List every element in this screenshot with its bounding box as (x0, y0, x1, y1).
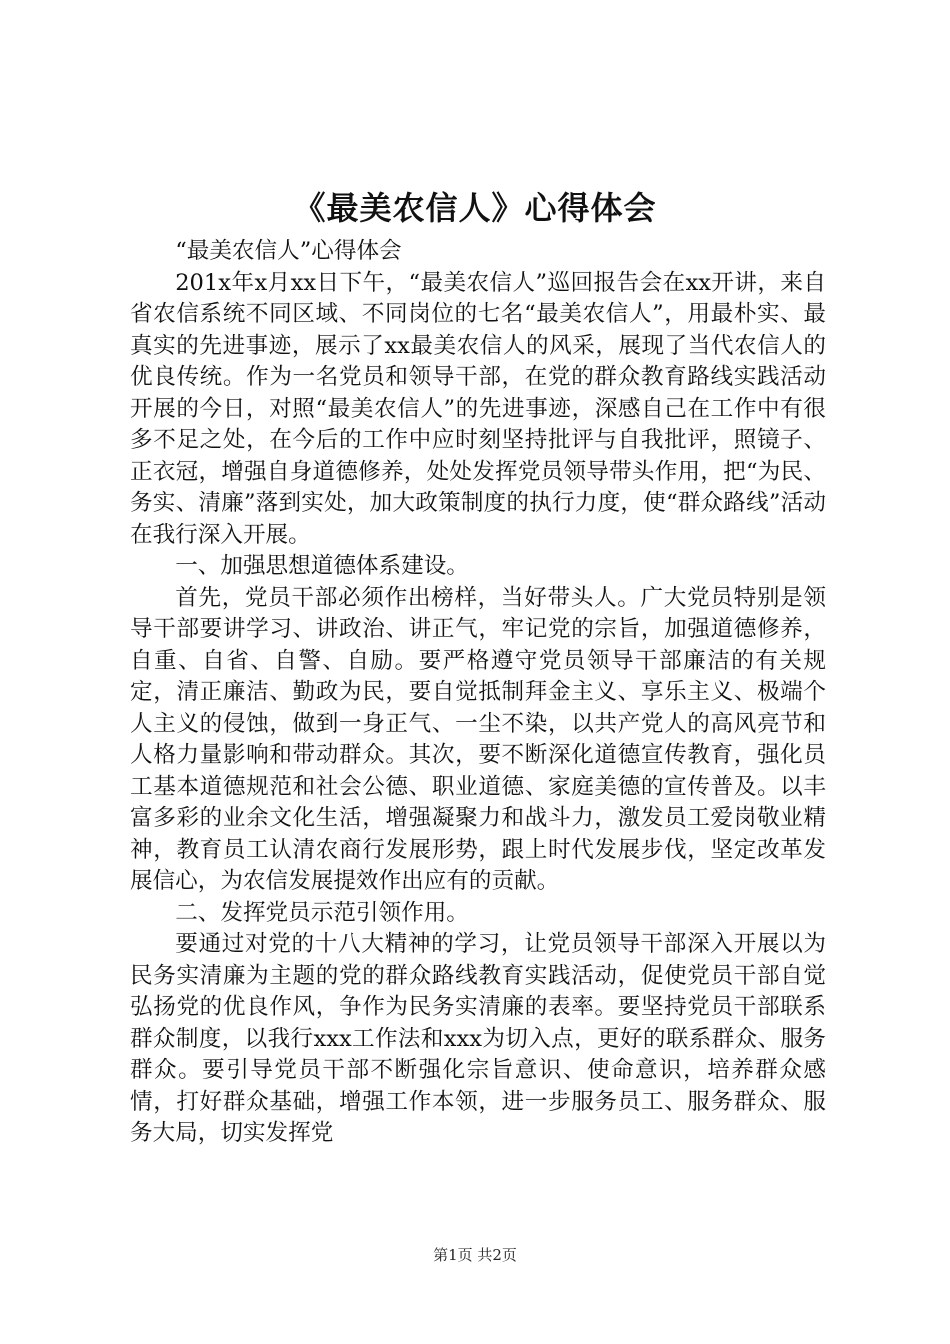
section-heading-2: 二、发挥党员示范引领作用。 (175, 899, 469, 926)
section-2-paragraph: 要通过对党的十八大精神的学习，让党员领导干部深入开展以为民务实清廉为主题的党的群众路线教育实践活动，促使党员干部自觉弘扬党的优良作风，争作为民务实清廉的表率。要坚持党员干部联系群众制度，以我行xxx工作法和xxx为切入点，更好的联系群众、服务群众。要引导党员干部不断强化宗旨意识、使命意识，培养群众感情，打好群众基础，增强工作本领，进一步服务员工、服务群众、服务大局，切实发挥党 (130, 931, 826, 1146)
section-heading-1: 一、加强思想道德体系建设。 (175, 553, 469, 579)
document-body (130, 236, 826, 1150)
subtitle-paragraph: “最美农信人”心得体会 (175, 238, 402, 264)
section-1-paragraph: 首先，党员干部必须作出榜样，当好带头人。广大党员特别是领导干部要讲学习、讲政治、讲正气，牢记党的宗旨，加强道德修养，自重、自省、自警、自励。要严格遵守党员领导干部廉洁的有关规定，清正廉洁、勤政为民，要自觉抵制拜金主义、享乐主义、极端个人主义的侵蚀，做到一身正气、一尘不染，以共产党人的高风亮节和人格力量影响和带动群众。其次，要不断深化道德宣传教育，强化员工基本道德规范和社会公德、职业道德、家庭美德的宣传普及。以丰富多彩的业余文化生活，增强凝聚力和战斗力，激发员工爱岗敬业精神，教育员工认清农商行发展形势，跟上时代发展步伐，坚定改革发展信心，为农信发展提效作出应有的贡献。 (130, 584, 826, 894)
intro-paragraph: 201x年x月xx日下午，“最美农信人”巡回报告会在xx开讲，来自省农信系统不同区域、不同岗位的七名“最美农信人”，用最朴实、最真实的先进事迹，展示了xx最美农信人的风采，展现了当代农信人的优良传统。作为一名党员和领导干部，在党的群众教育路线实践活动开展的今日，对照“最美农信人”的先进事迹，深感自己在工作中有很多不足之处，在今后的工作中应时刻坚持批评与自我批评，照镜子、正衣冠，增强自身道德修养，处处发挥党员领导带头作用，把“为民、务实、清廉”落到实处，加大政策制度的执行力度，使“群众路线”活动在我行深入开展。 (130, 269, 826, 548)
page-number-footer: 第1页 共2页 (433, 1246, 517, 1264)
document-title: 《最美农信人》心得体会 (293, 189, 657, 227)
